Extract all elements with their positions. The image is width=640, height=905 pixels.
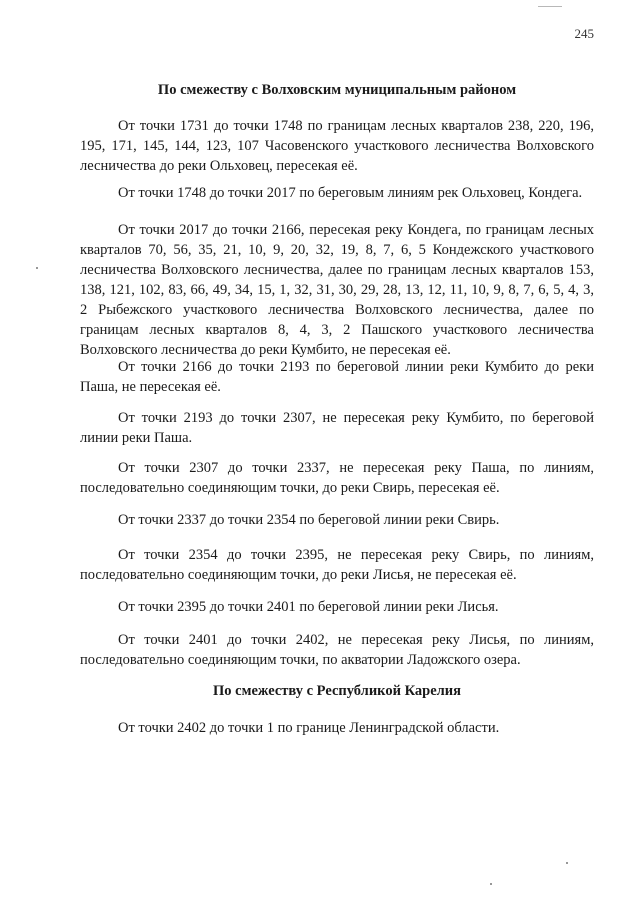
- paragraph: От точки 2193 до точки 2307, не пересекая реку Кумбито, по береговой линии реки Паша.: [80, 410, 594, 446]
- paragraph: От точки 2307 до точки 2337, не пересекая реку Паша, по линиям, последовательно соединяющим точки, до реки Свирь, пересекая её.: [80, 460, 594, 496]
- paragraph: От точки 2166 до точки 2193 по береговой линии реки Кумбито до реки Паша, не пересекая её.: [80, 359, 594, 395]
- paragraph: От точки 2402 до точки 1 по границе Ленинградской области.: [118, 720, 500, 736]
- scan-dot: [490, 883, 492, 885]
- paragraph: От точки 2337 до точки 2354 по береговой линии реки Свирь.: [118, 512, 500, 528]
- paragraph: От точки 2401 до точки 2402, не пересекая реку Лисья, по линиям, последовательно соединяющим точки, по акватории Ладожского озера.: [80, 632, 594, 668]
- scan-dot: [566, 862, 568, 864]
- section-heading-karelia: По смежеству с Республикой Карелия: [213, 683, 461, 699]
- paragraph: От точки 2395 до точки 2401 по береговой линии реки Лисья.: [118, 599, 499, 615]
- paragraph: От точки 1731 до точки 1748 по границам лесных кварталов 238, 220, 196, 195, 171, 145, 144, 123, 107 Часовенского участкового лесничества Волховского лесничества до реки Ольховец, пересекая её.: [80, 118, 594, 174]
- paragraph: От точки 2354 до точки 2395, не пересекая реку Свирь, по линиям, последовательно соединяющим точки, до реки Лисья, не пересекая её.: [80, 547, 594, 583]
- page-number: 245: [574, 26, 594, 41]
- section-heading-volkhov: По смежеству с Волховским муниципальным районом: [157, 82, 517, 98]
- paragraph: От точки 2017 до точки 2166, пересекая реку Кондега, по границам лесных кварталов 70, 56, 35, 21, 10, 9, 20, 32, 19, 8, 7, 6, 5 Кондежского участкового лесничества Волховского лесничества, далее по границам лесных кварталов 153, 138, 121, 102, 83, 66, 49, 34, 15, 1, 32, 31, 30, 29, 28, 13, 12, 11, 10, 9, 8, 7, 6, 5, 4, 3, 2 Рыбежского участкового лесничества Волховского лесничества, далее по границам лесных кварталов 8, 4, 3, 2 Пашского участкового лесничества Волховского лесничества до реки Кумбито, не пересекая её.: [80, 222, 594, 358]
- paragraph: От точки 1748 до точки 2017 по береговым линиям рек Ольховец, Кондега.: [118, 185, 583, 201]
- scan-dot: [36, 267, 38, 269]
- scan-mark: [538, 6, 562, 7]
